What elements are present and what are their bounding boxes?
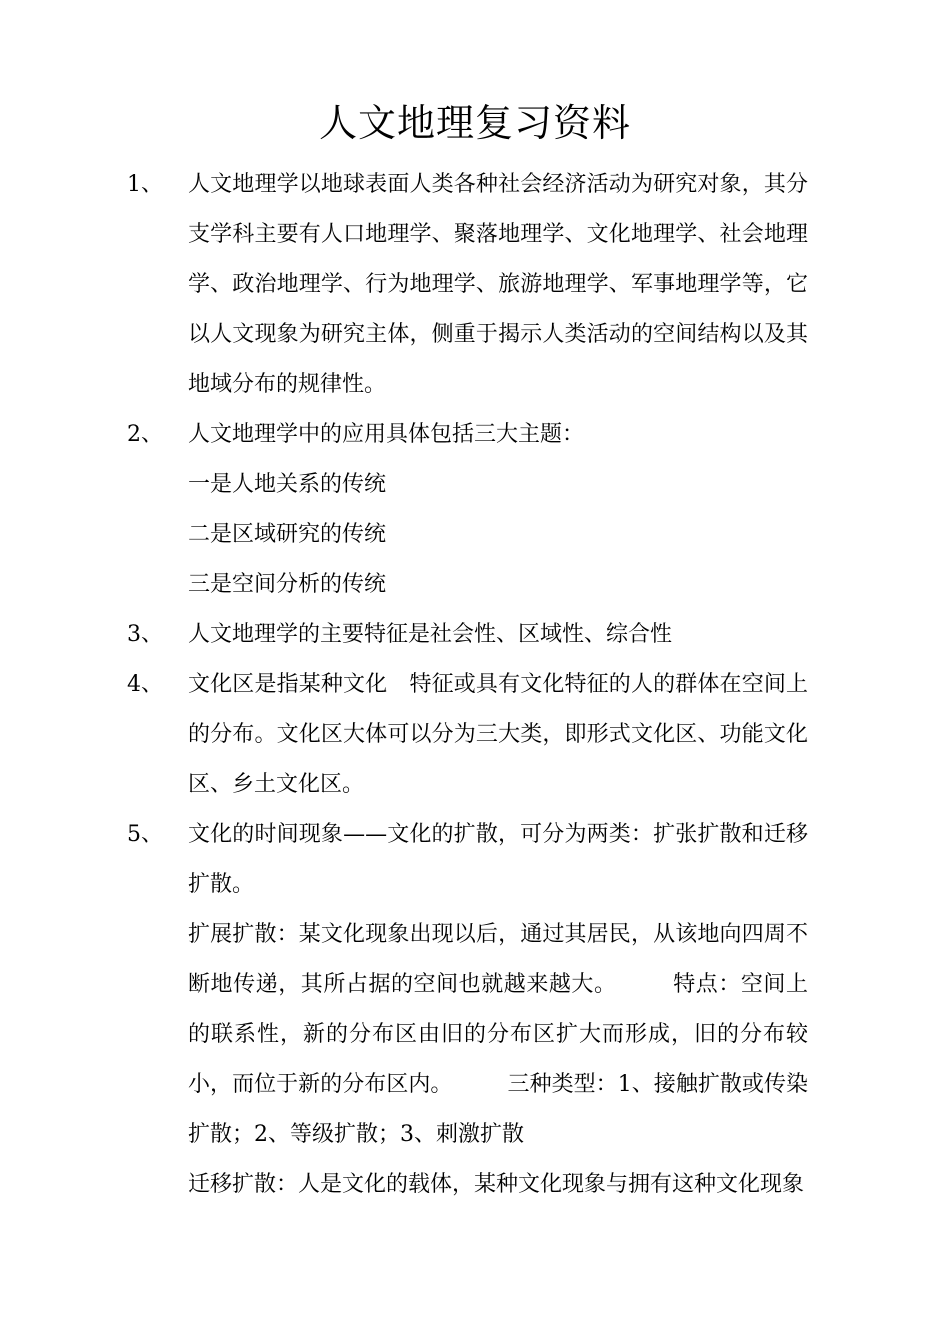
item-paragraph: 二是区域研究的传统 [188, 522, 387, 547]
item-number: 1、 [127, 172, 163, 197]
item-number: 3、 [127, 622, 163, 647]
list-item [0, 810, 950, 1210]
item-number: 4、 [127, 672, 163, 697]
item-number: 2、 [127, 422, 163, 447]
item-paragraph: 人文地理学中的应用具体包括三大主题： [188, 422, 585, 447]
item-number: 5、 [127, 822, 163, 847]
item-paragraph: 一是人地关系的传统 [188, 472, 387, 497]
item-paragraph: 扩展扩散：某文化现象出现以后，通过其居民，从该地向四周不断地传递，其所占据的空间也就越来越大。 特点：空间上的联系性，新的分布区由旧的分布区扩大而形成，旧的分布较小，而位于新的分布区内。 三种类型：1、接触扩散或传染扩散；2、等级扩散；3、刺激扩散 [188, 922, 808, 1147]
item-paragraph: 人文地理学以地球表面人类各种社会经济活动为研究对象，其分支学科主要有人口地理学、聚落地理学、文化地理学、社会地理学、政治地理学、行为地理学、旅游地理学、军事地理学等，它以人文现象为研究主体，侧重于揭示人类活动的空间结构以及其地域分布的规律性。 [188, 172, 808, 397]
list-item [0, 410, 950, 610]
list-item [0, 160, 950, 410]
item-paragraph: 三是空间分析的传统 [188, 572, 387, 597]
item-paragraph: 迁移扩散：人是文化的载体，某种文化现象与拥有这种文化现象 [188, 1172, 805, 1197]
item-paragraph: 人文地理学的主要特征是社会性、区域性、综合性 [188, 622, 673, 647]
document-body [0, 160, 950, 1210]
item-paragraph: 文化区是指某种文化 特征或具有文化特征的人的群体在空间上的分布。文化区大体可以分为三大类，即形式文化区、功能文化区、乡土文化区。 [188, 672, 808, 797]
list-item [0, 610, 950, 660]
item-paragraph: 文化的时间现象——文化的扩散，可分为两类：扩张扩散和迁移扩散。 [188, 822, 808, 897]
document-title: 人文地理复习资料 [318, 101, 631, 145]
list-item [0, 660, 950, 810]
